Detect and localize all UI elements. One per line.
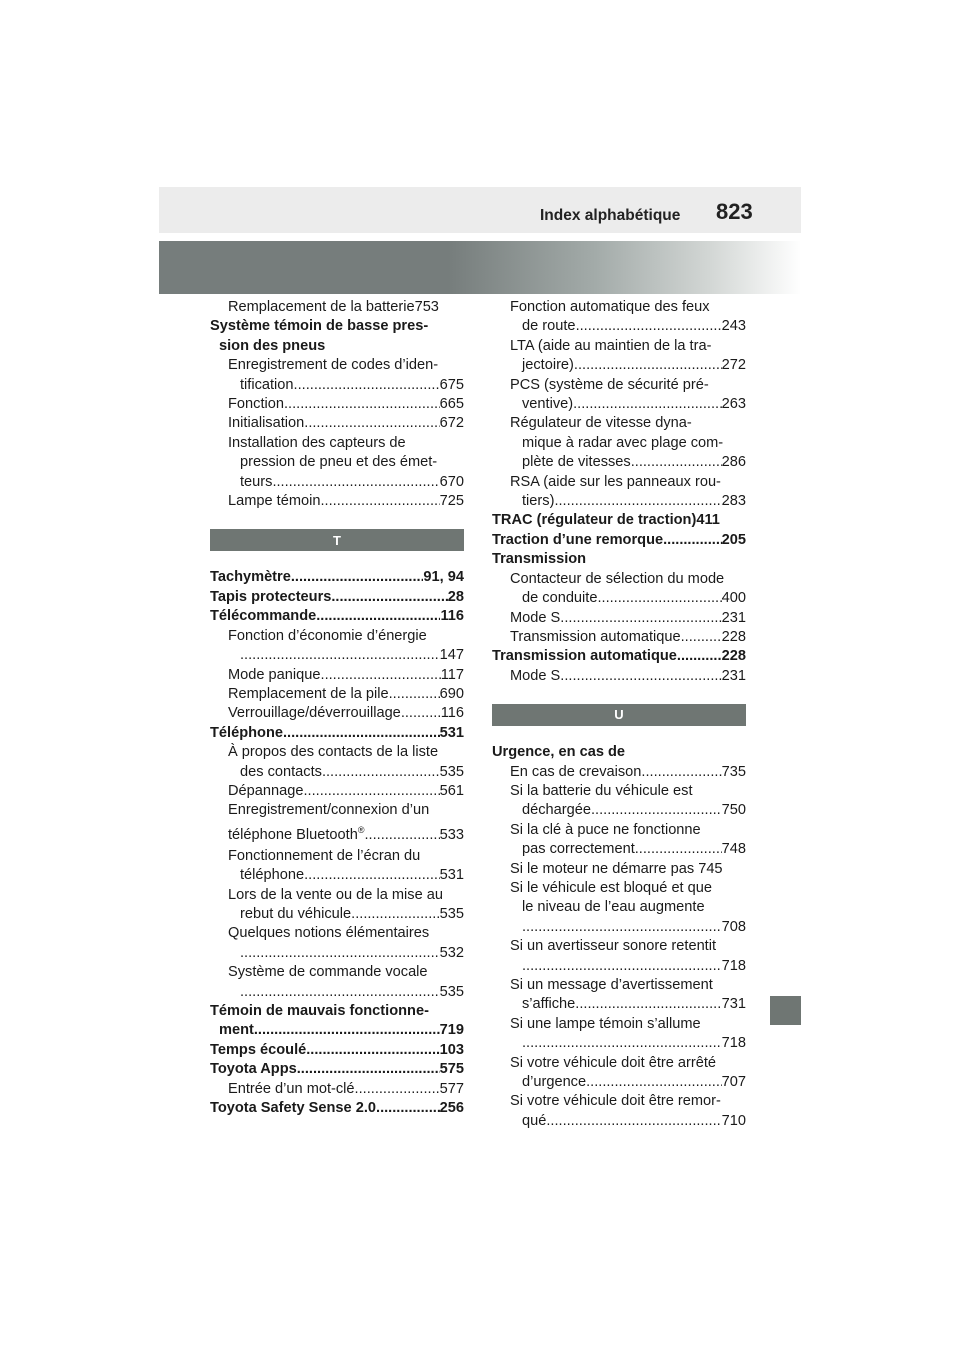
index-entry: Fonction automatique des feux — [510, 299, 710, 315]
index-entry-cont: de conduite ..... 400 — [492, 589, 746, 608]
index-entry-cont: qué ..... 710 — [492, 1112, 746, 1131]
index-entry: Toyota Safety Sense 2.0 ..... 256 — [210, 1099, 464, 1118]
index-entry: Traction d’une remorque ..... 205 — [492, 531, 746, 550]
index-entry-cont: ment ..... 719 — [210, 1021, 464, 1040]
index-entry-cont: ..... 718 — [492, 957, 746, 976]
index-entry: Temps écoulé ..... 103 — [210, 1041, 464, 1060]
index-entry-cont: de route ..... 243 — [492, 317, 746, 336]
index-entry-cont: s’affiche ..... 731 — [492, 995, 746, 1014]
index-entry: Installation des capteurs de — [228, 434, 406, 451]
index-entry-cont: ..... 708 — [492, 918, 746, 937]
index-entry: Transmission automatique ..... 228 — [492, 628, 746, 647]
index-entry: Système de commande vocale — [228, 964, 428, 981]
index-entry-cont: ..... 532 — [210, 944, 464, 963]
index-entry-cont: pas correctement ..... 748 — [492, 840, 746, 859]
section-header-t: T — [210, 529, 464, 551]
index-entry: Remplacement de la pile ..... 690 — [210, 685, 464, 704]
index-entry: Dépannage ..... 561 — [210, 782, 464, 801]
index-entry: Fonction d’économie d’énergie — [228, 627, 427, 644]
decorative-band — [159, 241, 801, 294]
index-entry-cont: d’urgence ..... 707 — [492, 1073, 746, 1092]
index-entry-cont: tiers) ..... 283 — [492, 492, 746, 511]
page-number: 823 — [716, 199, 753, 224]
index-entry-cont: le niveau de l’eau augmente — [522, 899, 705, 916]
index-entry-cont: déchargée ..... 750 — [492, 801, 746, 820]
index-entry: RSA (aide sur les panneaux rou- — [510, 473, 721, 490]
index-entry: Initialisation ..... 672 — [210, 414, 464, 433]
index-entry-cont: rebut du véhicule ..... 535 — [210, 905, 464, 924]
index-column-left — [210, 298, 464, 1118]
index-entry: Témoin de mauvais fonctionne- — [210, 1003, 429, 1019]
section-header-u: U — [492, 704, 746, 726]
index-entry: Lampe témoin ..... 725 — [210, 492, 464, 511]
index-entry-cont: ..... 718 — [492, 1034, 746, 1053]
index-entry: Si un avertisseur sonore retentit — [510, 938, 717, 955]
index-entry: Si le moteur ne démarre pas 745 — [510, 860, 723, 877]
index-entry-cont: des contacts ..... 535 — [210, 763, 464, 782]
index-entry: Fonction ..... 665 — [210, 395, 464, 414]
index-entry-cont: pression de pneu et des émet- — [240, 454, 438, 471]
index-entry: Télécommande ..... 116 — [210, 607, 464, 626]
index-entry: Quelques notions élémentaires — [228, 925, 430, 942]
index-entry: Enregistrement de codes d’iden- — [228, 357, 439, 374]
index-entry: Transmission automatique ..... 228 — [492, 647, 746, 666]
thumb-index-tab — [770, 996, 801, 1025]
index-entry: Si la clé à puce ne fonctionne — [510, 821, 701, 838]
index-entry: À propos des contacts de la liste — [228, 744, 439, 761]
index-entry-cont: téléphone Bluetooth® ..... 533 — [210, 821, 464, 847]
index-entry: Remplacement de la batterie753 — [228, 299, 439, 315]
index-entry: Toyota Apps ..... 575 — [210, 1060, 464, 1079]
index-entry: Régulateur de vitesse dyna- — [510, 415, 692, 432]
index-entry: En cas de crevaison ..... 735 — [492, 763, 746, 782]
index-entry: Si une lampe témoin s’allume — [510, 1015, 701, 1032]
index-entry-cont: tification ..... 675 — [210, 376, 464, 395]
index-entry: Contacteur de sélection du mode — [510, 570, 725, 587]
index-entry-cont: sion des pneus — [219, 337, 326, 354]
index-entry: Si votre véhicule doit être remor- — [510, 1093, 721, 1110]
index-entry: Téléphone ..... 531 — [210, 724, 464, 743]
index-entry: Entrée d’un mot-clé ..... 577 — [210, 1080, 464, 1099]
index-entry: Enregistrement/connexion d’un — [228, 802, 430, 819]
index-entry: Mode S ..... 231 — [492, 667, 746, 686]
index-entry: Fonctionnement de l’écran du — [228, 847, 421, 864]
index-entry: Système témoin de basse pres- — [210, 318, 429, 335]
page-title: Index alphabétique — [540, 207, 681, 224]
index-entry: Si le véhicule est bloqué et que — [510, 879, 713, 896]
index-entry: Tachymètre ..... 91, 94 — [210, 568, 464, 587]
index-entry: Mode panique ..... 117 — [210, 666, 464, 685]
index-entry: Tapis protecteurs ..... 28 — [210, 588, 464, 607]
index-entry-cont: ..... 147 — [210, 646, 464, 665]
index-entry: Si votre véhicule doit être arrêté — [510, 1054, 717, 1071]
index-entry: Si un message d’avertissement — [510, 977, 713, 993]
index-entry: PCS (système de sécurité pré- — [510, 376, 709, 393]
index-entry: Transmission — [492, 551, 587, 568]
index-entry-cont: mique à radar avec plage com- — [522, 434, 724, 451]
index-entry: TRAC (régulateur de traction)411 — [492, 512, 720, 529]
index-entry: Urgence, en cas de — [492, 744, 626, 761]
index-entry-cont: ..... 535 — [210, 983, 464, 1002]
index-entry-cont: plète de vitesses ..... 286 — [492, 453, 746, 472]
index-entry: Verrouillage/déverrouillage ..... 116 — [210, 704, 464, 723]
index-entry: Si la batterie du véhicule est — [510, 782, 693, 799]
index-column-right — [492, 298, 746, 1131]
index-entry: Lors de la vente ou de la mise au — [228, 886, 443, 903]
header-bar — [159, 187, 801, 233]
index-entry: LTA (aide au maintien de la tra- — [510, 337, 712, 354]
index-entry-cont: téléphone ..... 531 — [210, 866, 464, 885]
index-entry-cont: ventive) ..... 263 — [492, 395, 746, 414]
index-entry: Mode S ..... 231 — [492, 609, 746, 628]
index-entry-cont: jectoire) ..... 272 — [492, 356, 746, 375]
index-entry-cont: teurs ..... 670 — [210, 473, 464, 492]
